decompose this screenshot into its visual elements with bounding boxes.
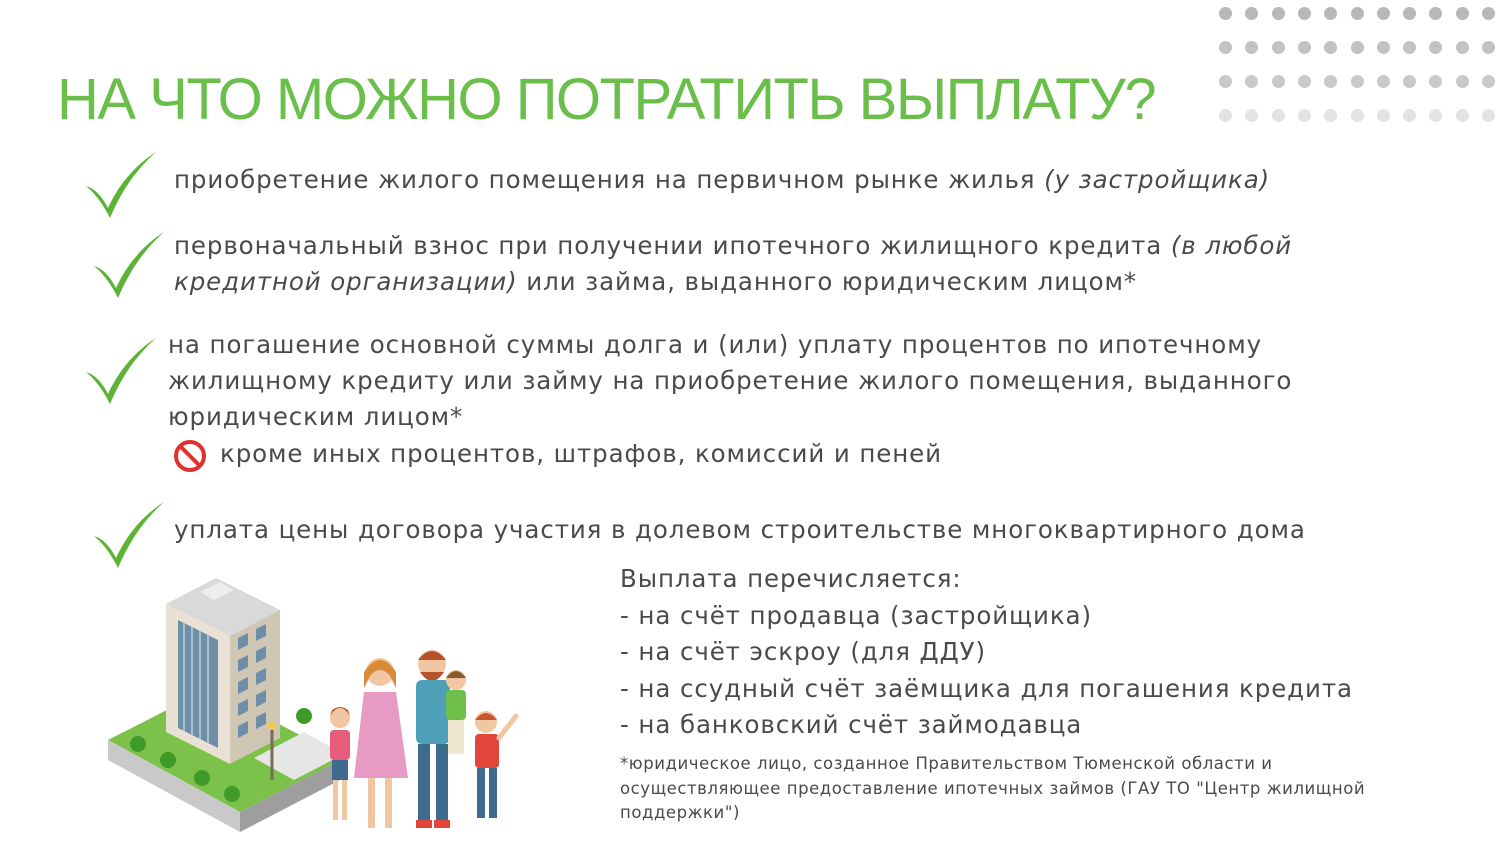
payment-destinations bbox=[620, 561, 1353, 744]
no-entry-icon bbox=[173, 439, 207, 473]
decorative-dot bbox=[1482, 109, 1495, 122]
decorative-dot bbox=[1456, 7, 1469, 20]
exception-note: кроме иных процентов, штрафов, комиссий и пеней bbox=[220, 439, 942, 468]
decorative-dot bbox=[1324, 109, 1337, 122]
decorative-dot bbox=[1351, 7, 1364, 20]
decorative-dot bbox=[1429, 7, 1442, 20]
decorative-dot bbox=[1219, 109, 1232, 122]
payment-line: - на ссудный счёт заёмщика для погашения кредита bbox=[620, 673, 1353, 703]
decorative-dot bbox=[1298, 75, 1311, 88]
decorative-dot bbox=[1429, 109, 1442, 122]
item-shared-construction: уплата цены договора участия в долевом строительстве многоквартирного дома bbox=[174, 515, 1306, 544]
decorative-dot bbox=[1429, 41, 1442, 54]
check-icon bbox=[84, 336, 158, 406]
decorative-dot bbox=[1324, 75, 1337, 88]
decorative-dot bbox=[1324, 41, 1337, 54]
decorative-dot bbox=[1456, 75, 1469, 88]
decorative-dot bbox=[1377, 75, 1390, 88]
decorative-dot bbox=[1377, 7, 1390, 20]
decorative-dot bbox=[1245, 109, 1258, 122]
decorative-dot bbox=[1272, 41, 1285, 54]
decorative-dot bbox=[1245, 75, 1258, 88]
decorative-dot bbox=[1272, 75, 1285, 88]
decorative-dot bbox=[1272, 7, 1285, 20]
decorative-dot bbox=[1403, 109, 1416, 122]
decorative-dot bbox=[1482, 41, 1495, 54]
decorative-dot bbox=[1456, 109, 1469, 122]
item-down-payment: первоначальный взнос при получении ипотечного жилищного кредита (в любой кредитной организации) или займа, выданного юридическим лицом* bbox=[174, 231, 1293, 296]
decorative-dot bbox=[1377, 109, 1390, 122]
payment-line: - на счёт продавца (застройщика) bbox=[620, 600, 1092, 630]
check-icon bbox=[84, 150, 158, 220]
decorative-dot bbox=[1298, 7, 1311, 20]
decorative-dot bbox=[1245, 41, 1258, 54]
decorative-dot bbox=[1298, 109, 1311, 122]
decorative-dot bbox=[1351, 75, 1364, 88]
decorative-dot bbox=[1482, 75, 1495, 88]
decorative-dot bbox=[1324, 7, 1337, 20]
footnote: *юридическое лицо, созданное Правительством Тюменской области и осуществляющее предоставление ипотечных займов (ГАУ ТО "Центр жилищной поддержки") bbox=[620, 754, 1366, 822]
decorative-dot bbox=[1403, 7, 1416, 20]
item-primary-market: приобретение жилого помещения на первичном рынке жилья (у застройщика) bbox=[174, 165, 1271, 194]
decorative-dot bbox=[1219, 41, 1232, 54]
decorative-dot bbox=[1403, 75, 1416, 88]
decorative-dot bbox=[1482, 7, 1495, 20]
decorative-dot-grid bbox=[1212, 0, 1500, 130]
decorative-dot bbox=[1245, 7, 1258, 20]
decorative-dot bbox=[1219, 7, 1232, 20]
page-title: НА ЧТО МОЖНО ПОТРАТИТЬ ВЫПЛАТУ? bbox=[57, 67, 1156, 132]
decorative-dot bbox=[1403, 41, 1416, 54]
decorative-dot bbox=[1351, 109, 1364, 122]
item-loan-repayment: на погашение основной суммы долга и (или) уплату процентов по ипотечному жилищному кредиту или займу на приобретение жилого помещения, выданного юридическим лицом* bbox=[168, 330, 1293, 431]
decorative-dot bbox=[1456, 41, 1469, 54]
payment-line: - на счёт эскроу (для ДДУ) bbox=[620, 637, 986, 666]
decorative-dot bbox=[1351, 41, 1364, 54]
decorative-dot bbox=[1298, 41, 1311, 54]
decorative-dot bbox=[1272, 109, 1285, 122]
house-family-illustration bbox=[104, 568, 534, 840]
decorative-dot bbox=[1429, 75, 1442, 88]
check-icon bbox=[92, 230, 166, 300]
decorative-dot bbox=[1377, 41, 1390, 54]
check-icon bbox=[92, 500, 166, 570]
payment-heading: Выплата перечисляется: bbox=[620, 564, 962, 593]
decorative-dot bbox=[1219, 75, 1232, 88]
payment-line: - на банковский счёт займодавца bbox=[620, 710, 1083, 739]
